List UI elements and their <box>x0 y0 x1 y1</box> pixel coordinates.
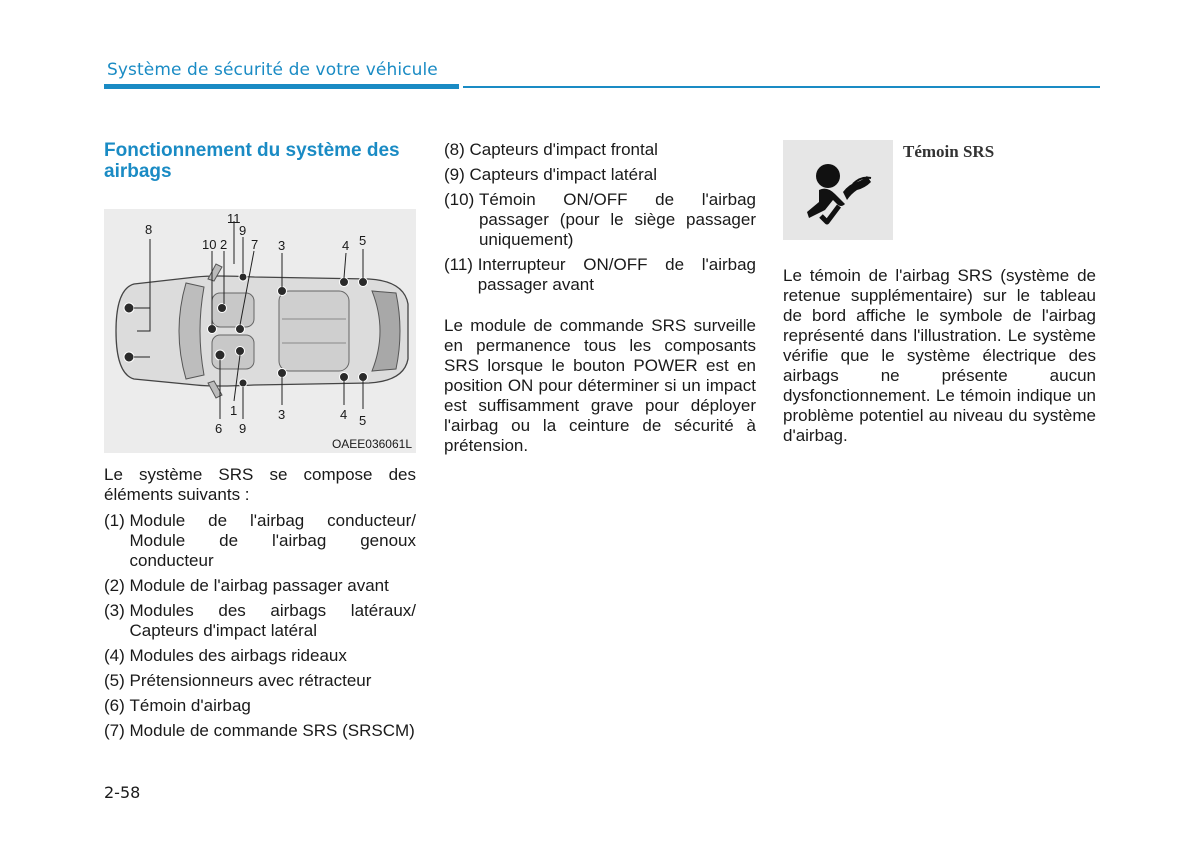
list-item: (9) Capteurs d'impact latéral <box>444 165 657 184</box>
component-list-b <box>444 140 756 295</box>
section-title: Fonctionnement du système des airbags <box>104 140 400 182</box>
windshield <box>179 283 204 379</box>
fig-label: 1 <box>230 403 238 418</box>
pretensioner-dot <box>359 373 368 382</box>
warning-heading: Témoin SRS <box>903 142 995 161</box>
side-sensor-dot <box>239 379 247 387</box>
curtain-airbag-dot <box>340 278 349 287</box>
side-airbag-dot <box>278 369 287 378</box>
curtain-airbag-dot <box>340 373 349 382</box>
fig-label: 9 <box>239 223 247 238</box>
fig-label: 4 <box>342 238 350 253</box>
fig-label: 4 <box>340 407 348 422</box>
column-middle <box>444 140 756 456</box>
passenger-airbag-dot <box>218 304 227 313</box>
side-airbag-dot <box>278 287 287 296</box>
fig-label: 3 <box>278 238 286 253</box>
car-topview-illustration <box>104 209 416 453</box>
page-number: 2-58 <box>104 783 141 802</box>
list-item: (7) Module de commande SRS (SRSCM) <box>104 721 415 740</box>
front-sensor-dot <box>124 303 134 313</box>
rear-bench <box>279 291 349 371</box>
fig-label: 10 <box>202 237 217 252</box>
fig-label: 2 <box>220 237 228 252</box>
fig-label: 3 <box>278 407 286 422</box>
module-paragraph: Le module de commande SRS surveille en permanence tous les composants SRS lorsque le bouton POWER est en position ON pour déterminer si un impact est suffisamment grave pour déployer l'airbag ou la ceinture de sécurité à prétension. <box>444 316 756 455</box>
header-title: Système de sécurité de votre véhicule <box>107 60 438 80</box>
list-item: (6) Témoin d'airbag <box>104 696 251 715</box>
header-rule-thick <box>104 84 459 89</box>
driver-airbag-dot <box>236 347 245 356</box>
fig-label: 6 <box>215 421 223 436</box>
list-item: (1) Module de l'airbag conducteur/ Module de l'airbag genoux conducteur <box>104 511 416 570</box>
fig-label: 8 <box>145 222 153 237</box>
srscm-dot <box>236 325 245 334</box>
fig-label: 5 <box>359 233 367 248</box>
list-item: (4) Modules des airbags rideaux <box>104 646 347 665</box>
airbag-warning-icon <box>783 140 893 240</box>
fig-label: 5 <box>359 413 367 428</box>
intro-paragraph: Le système SRS se compose des éléments suivants : <box>104 465 416 504</box>
front-sensor-dot <box>124 352 134 362</box>
pretensioner-dot <box>359 278 368 287</box>
side-sensor-dot <box>239 273 247 281</box>
list-item: (5) Prétensionneurs avec rétracteur <box>104 671 372 690</box>
fig-label: 9 <box>239 421 247 436</box>
figure-code: OAEE036061L <box>331 437 412 451</box>
component-list-a <box>104 511 416 741</box>
header-rule-thin <box>463 86 1100 88</box>
passenger-switch-dot <box>208 325 217 334</box>
airbag-layout-figure <box>104 209 416 453</box>
column-left <box>104 140 416 746</box>
list-item: (11) Interrupteur ON/OFF de l'airbag passager avant <box>444 255 756 294</box>
column-right <box>783 140 1096 446</box>
list-item: (8) Capteurs d'impact frontal <box>444 140 658 159</box>
fig-label: 11 <box>227 211 241 226</box>
list-item: (3) Modules des airbags latéraux/ Capteurs d'impact latéral <box>104 601 416 640</box>
warning-paragraph: Le témoin de l'airbag SRS (système de retenue supplémentaire) sur le tableau de bord affiche le symbole de l'airbag représenté dans l'illustration. Le système vérifie que le système électrique des airbags ne présente aucun dysfonctionnement. Le témoin indique un problème potentiel au niveau du système d'airbag. <box>783 266 1096 445</box>
fig-label: 7 <box>251 237 259 252</box>
list-item: (2) Module de l'airbag passager avant <box>104 576 389 595</box>
warning-light-dot <box>215 350 225 360</box>
list-item: (10) Témoin ON/OFF de l'airbag passager (pour le siège passager uniquement) <box>444 190 756 249</box>
car-body <box>116 276 408 386</box>
